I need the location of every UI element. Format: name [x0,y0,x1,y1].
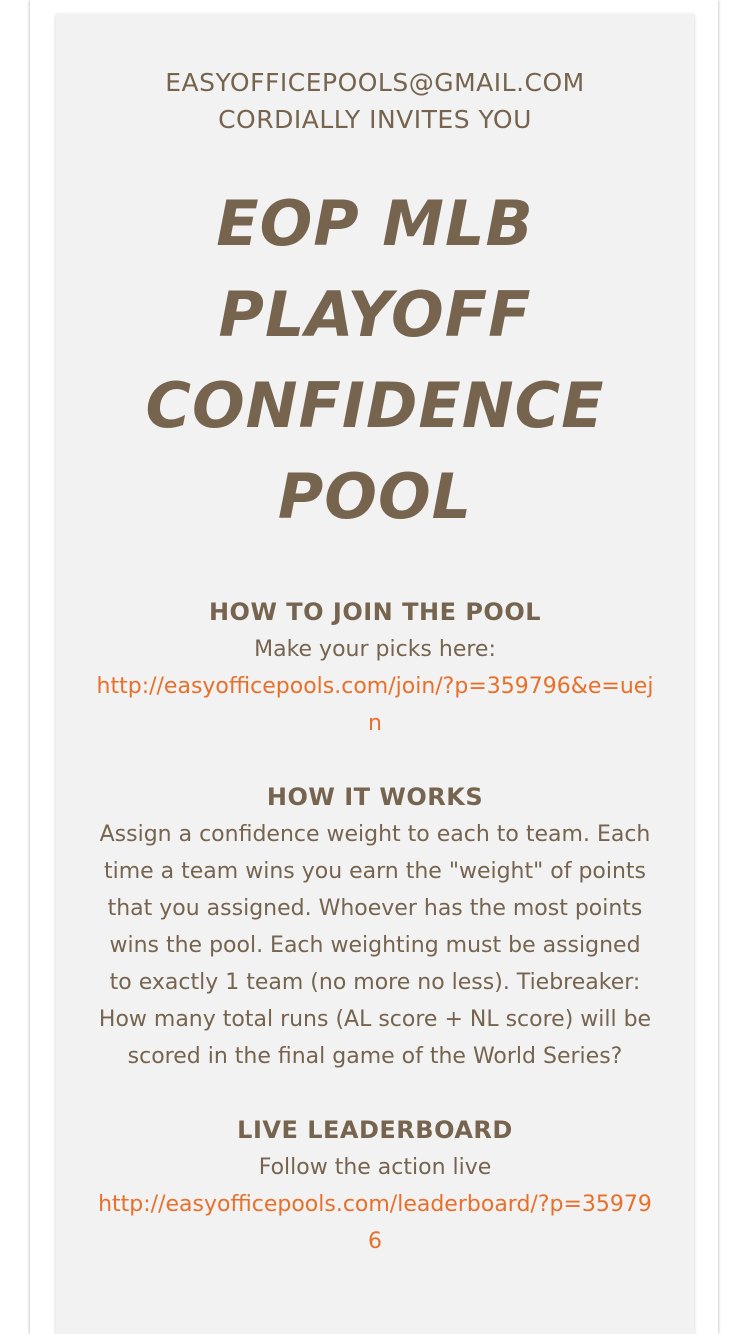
how-heading: HOW IT WORKS [266,783,484,811]
inviter-block [56,64,694,138]
how-it-works-section [96,779,654,1075]
join-link[interactable]: http://easyofficepools.com/join/?p=359796&e=uejn [96,674,654,736]
leaderboard-section [96,1112,654,1260]
leaderboard-link[interactable]: http://easyofficepools.com/leaderboard/?p=359796 [98,1192,652,1254]
how-text: Assign a confidence weight to each to team. Each time a team wins you earn the "weight" of points that you assigned. Whoever has the most points wins the pool. Each weighting must be assigned to exactly 1 team (no more no less). Tiebreaker: How many total runs (AL score + NL score) will be scored in the final game of the World Series? [98,822,652,1069]
invitation-card [56,14,694,1334]
leaderboard-text: Follow the action live [258,1155,492,1180]
invite-line: CORDIALLY INVITES YOU [218,105,532,134]
inviter-email: EASYOFFICEPOOLS@GMAIL.COM [165,68,585,97]
pool-title: EOP MLB PLAYOFF CONFIDENCE POOL [145,187,605,533]
join-text: Make your picks here: [254,637,496,662]
leaderboard-heading: LIVE LEADERBOARD [237,1116,513,1144]
join-section [96,594,654,742]
join-heading: HOW TO JOIN THE POOL [208,598,542,626]
